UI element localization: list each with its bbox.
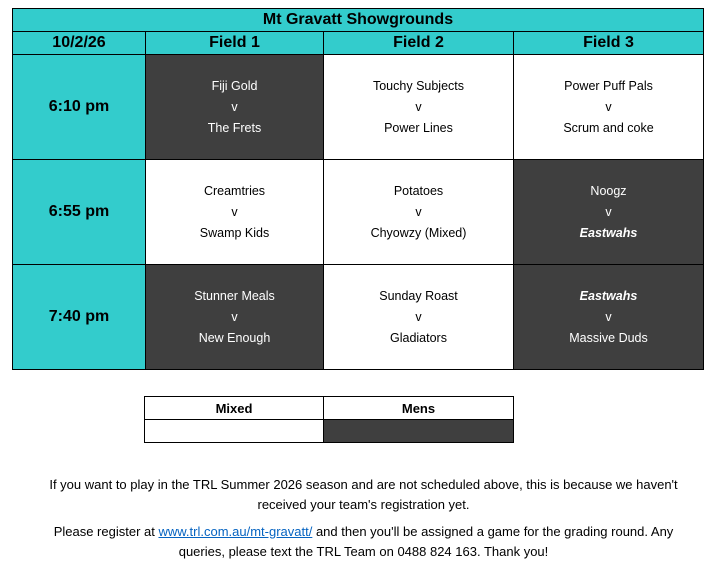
legend-mixed-label: Mixed <box>145 397 324 420</box>
note-line: queries, please text the TRL Team on 0488 824 163. Thank you! <box>178 544 549 559</box>
away-team: Massive Duds <box>569 330 648 345</box>
versus-label: v <box>231 99 238 114</box>
versus-label: v <box>605 99 612 114</box>
versus-label: v <box>605 309 612 324</box>
date-header: 10/2/26 <box>13 32 146 55</box>
timeslot-time: 6:10 pm <box>13 55 146 160</box>
timeslot-time: 7:40 pm <box>13 265 146 370</box>
schedule-table <box>12 8 704 370</box>
home-team: Eastwahs <box>579 288 638 303</box>
home-team: Noogz <box>590 183 627 198</box>
field-2-header: Field 2 <box>324 32 514 55</box>
home-team: Fiji Gold <box>211 78 258 93</box>
versus-label: v <box>231 309 238 324</box>
note-line <box>0 522 727 542</box>
timeslot-row <box>13 160 704 265</box>
away-team: Eastwahs <box>579 225 638 240</box>
game-cell <box>146 265 324 370</box>
field-3-header: Field 3 <box>514 32 704 55</box>
venue-title: Mt Gravatt Showgrounds <box>13 9 704 32</box>
game-cell <box>514 265 704 370</box>
away-team: Power Lines <box>384 120 453 135</box>
game-cell <box>324 265 514 370</box>
note-line: received your team's registration yet. <box>257 497 470 512</box>
register-instructions <box>0 522 727 562</box>
game-cell <box>514 160 704 265</box>
away-team: New Enough <box>198 330 271 345</box>
game-cell <box>324 160 514 265</box>
away-team: Chyowzy (Mixed) <box>370 225 467 240</box>
game-cell <box>146 55 324 160</box>
field-1-header: Field 1 <box>146 32 324 55</box>
away-team: Gladiators <box>390 330 447 345</box>
note-text: Please register at <box>53 524 159 539</box>
versus-label: v <box>231 204 238 219</box>
game-cell <box>324 55 514 160</box>
versus-label: v <box>605 204 612 219</box>
registration-note <box>0 475 727 515</box>
note-text: and then you'll be assigned a game for the grading round. Any <box>312 524 674 539</box>
timeslot-row <box>13 265 704 370</box>
legend-mens-label: Mens <box>324 397 514 420</box>
game-cell <box>514 55 704 160</box>
legend-table <box>144 396 514 443</box>
versus-label: v <box>415 99 422 114</box>
away-team: Swamp Kids <box>199 225 270 240</box>
game-cell <box>146 160 324 265</box>
home-team: Sunday Roast <box>379 288 458 303</box>
legend-mixed-swatch <box>145 420 324 443</box>
home-team: Touchy Subjects <box>372 78 465 93</box>
home-team: Potatoes <box>393 183 444 198</box>
away-team: The Frets <box>207 120 262 135</box>
versus-label: v <box>415 204 422 219</box>
home-team: Power Puff Pals <box>564 78 653 93</box>
home-team: Stunner Meals <box>194 288 275 303</box>
legend-mens-swatch <box>324 420 514 443</box>
timeslot-time: 6:55 pm <box>13 160 146 265</box>
away-team: Scrum and coke <box>563 120 654 135</box>
home-team: Creamtries <box>203 183 266 198</box>
versus-label: v <box>415 309 422 324</box>
registration-link[interactable]: www.trl.com.au/mt-gravatt/ <box>158 524 313 539</box>
note-line: If you want to play in the TRL Summer 2026 season and are not scheduled above, this is because we haven't <box>49 477 678 492</box>
timeslot-row <box>13 55 704 160</box>
